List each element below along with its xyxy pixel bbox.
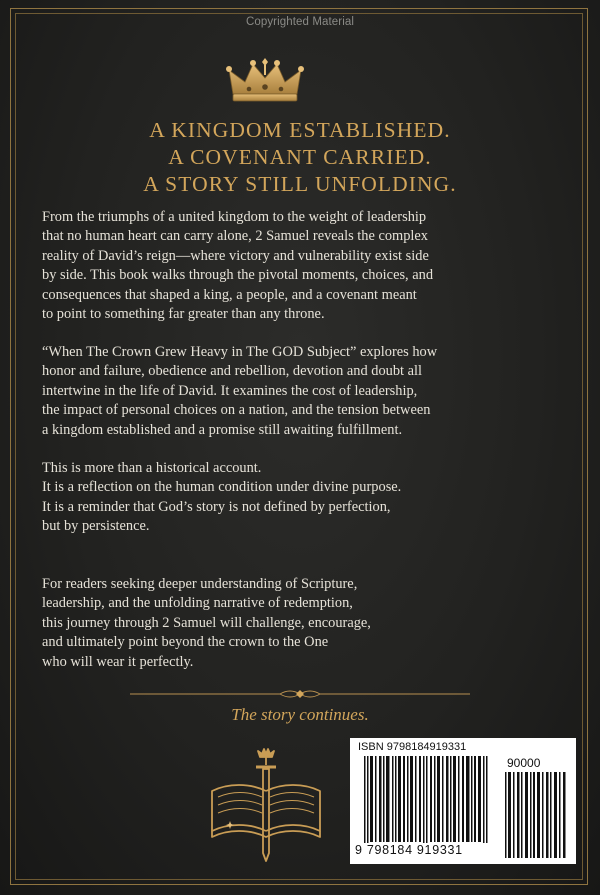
headline-line: A STORY STILL UNFOLDING. xyxy=(143,172,457,196)
tagline: The story continues. xyxy=(231,705,369,724)
ornamental-divider-icon xyxy=(130,688,470,700)
crown-icon xyxy=(225,56,305,106)
body-line: honor and failure, obedience and rebellion, devotion and doubt all xyxy=(42,363,423,380)
body-line: by side. This book walks through the pivotal moments, choices, and xyxy=(42,267,434,284)
body-line: to point to something far greater than any throne. xyxy=(42,306,325,323)
body-line: that no human heart can carry alone, 2 Samuel reveals the complex xyxy=(42,228,428,245)
body-line: consequences that shaped a king, a people, and a covenant meant xyxy=(42,286,417,303)
body-line: a kingdom established and a promise still awaiting fulfillment. xyxy=(42,421,403,438)
body-line: who will wear it perfectly. xyxy=(42,653,194,670)
paragraph-3 xyxy=(42,459,572,537)
addon-barcode-bars xyxy=(503,772,569,858)
body-line: From the triumphs of a united kingdom to the weight of leadership xyxy=(42,209,427,225)
headline xyxy=(0,117,600,198)
body-line: For readers seeking deeper understanding of Scripture, xyxy=(42,576,358,592)
isbn-label: ISBN 9798184919331 xyxy=(358,741,467,753)
watermark-text: Copyrighted Material xyxy=(245,16,355,28)
body-line: It is a reminder that God’s story is not defined by perfection, xyxy=(42,498,391,515)
body-line: reality of David’s reign—where victory and vulnerability exist side xyxy=(42,247,429,264)
book-sword-emblem-icon xyxy=(202,735,330,867)
headline-line: A KINGDOM ESTABLISHED. xyxy=(149,118,451,142)
body-line: intertwine in the life of David. It examines the cost of leadership, xyxy=(42,382,418,399)
body-line: but by persistence. xyxy=(42,518,150,535)
body-line: the impact of personal choices on a nation, and the tension between xyxy=(42,402,431,419)
headline-line: A COVENANT CARRIED. xyxy=(168,145,432,169)
body-line: This is more than a historical account. xyxy=(42,460,262,476)
isbn-barcode xyxy=(350,738,576,864)
body-line: and ultimately point beyond the crown to the One xyxy=(42,634,329,651)
barcode-addon-number: 90000 xyxy=(507,756,541,770)
body-line: leadership, and the unfolding narrative of redemption, xyxy=(42,595,353,612)
body-line: It is a reflection on the human condition under divine purpose. xyxy=(42,479,402,496)
paragraph-1 xyxy=(42,208,572,324)
body-line: “When The Crown Grew Heavy in The GOD Subject” explores how xyxy=(42,344,438,360)
barcode-bars xyxy=(358,756,493,852)
paragraph-4 xyxy=(42,575,572,672)
paragraph-2 xyxy=(42,343,572,440)
body-line: this journey through 2 Samuel will challenge, encourage, xyxy=(42,614,371,631)
barcode-digits: 9 798184 919331 xyxy=(355,843,500,861)
